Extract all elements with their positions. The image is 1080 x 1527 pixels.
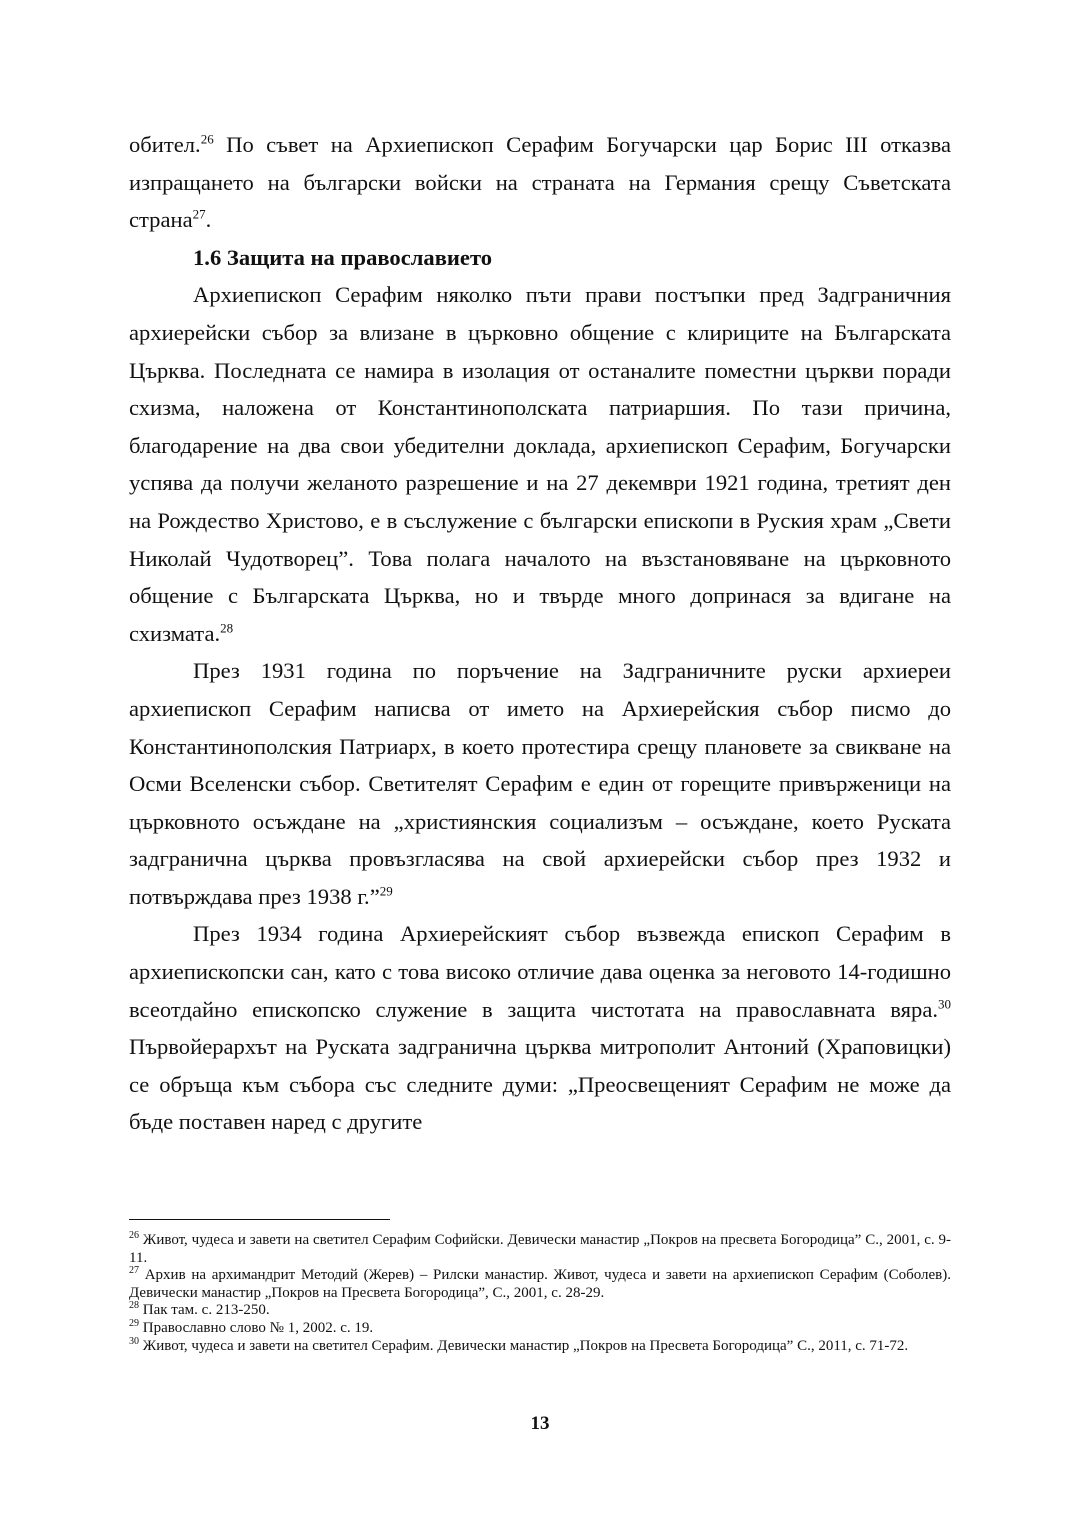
text-run: обител. [129, 132, 201, 157]
text-run: . [205, 207, 212, 233]
footnote-text: Пак там. с. 213-250. [139, 1302, 270, 1319]
text-run: Архиепископ Серафим няколко пъти прави постъпки пред Задграничния архиерейски събор за влизане в църковно общение с клириците на Българската Църква. Последната се намира в изолация от останалите поместни църкви поради схизма, наложена от Константинополската патриаршия. По тази причина, благодарение на два свои убедителни доклада, архиепископ Серафим, Богучарски успява да получи желаното разрешение и на 27 декември 1921 година, третият ден на Рождество Христово, е в съслужение с български епископи в Руския храм „Свети Николай Чудотворец”. Това полага началото на възстановяване на църковното общение с Българската Църква, но и твърде много допринася за вдигане на схизмата. [129, 282, 951, 646]
paragraph-2 [129, 276, 951, 652]
footnote-number: 28 [129, 1300, 139, 1312]
footnote-text: Архив на архимандрит Методий (Жерев) – Рилски манастир. Живот, чудеса и завети на архиепископ Серафим (Соболев). Девически манастир „Покров на Пресвета Богородица”, С., 2001, с. 28-29. [129, 1267, 951, 1301]
footnote-27 [129, 1267, 951, 1302]
footnote-text: Живот, чудеса и завети на светител Серафим Софийски. Девически манастир „Покров на пресвета Богородица” С., 2001, с. 9-11. [129, 1232, 951, 1266]
footnotes [129, 1232, 951, 1355]
footnote-ref-30[interactable]: 30 [938, 996, 951, 1012]
footnote-30 [129, 1335, 951, 1356]
main-text [129, 126, 951, 1141]
footnote-separator [129, 1219, 390, 1220]
footnote-29 [129, 1317, 951, 1338]
page-number: 13 [530, 1413, 550, 1434]
text-run: През 1931 година по поръчение на Задграничните руски архиереи архиепископ Серафим написва от името на Архиерейския събор писмо до Константинополския Патриарх, в което протестира срещу плановете за свикване на Осми Вселенски събор. Светителят Серафим е един от горещите привърженици на църковното осъждане на „християнския социализъм – осъждане, което Руската задгранична църква провъзгласява на свой архиерейски събор през 1932 и потвърждава през 1938 г.” [129, 658, 951, 909]
footnote-text: Живот, чудеса и завети на светител Серафим. Девически манастир „Покров на Пресвета Богородица” С., 2011, с. 71-72. [139, 1337, 909, 1354]
footnote-26 [129, 1232, 951, 1267]
text-run: Първойерархът на Руската задгранична църква митрополит Антоний (Храповицки) се обръща към събора със следните думи: „Преосвещеният Серафим не може да бъде поставен наред с другите [129, 1034, 951, 1135]
footnote-ref-28[interactable]: 28 [220, 620, 234, 636]
paragraph-3 [129, 652, 951, 915]
paragraph-1 [129, 126, 951, 239]
footnote-number: 26 [129, 1230, 139, 1241]
footnote-number: 30 [129, 1335, 139, 1347]
footnote-28 [129, 1302, 951, 1320]
text-run: По съвет на Архиепископ Серафим Богучарски цар Борис III отказва изпращането на български войски на страната на Германия срещу Съветската страна [129, 132, 951, 233]
footnote-ref-29[interactable]: 29 [379, 883, 393, 899]
footnote-number: 27 [129, 1265, 139, 1277]
footnote-text: Православно слово № 1, 2002. с. 19. [139, 1319, 374, 1336]
footnote-number: 29 [129, 1317, 139, 1329]
paragraph-4 [129, 915, 951, 1141]
footnote-ref-27[interactable]: 27 [192, 206, 206, 222]
text-run: През 1934 година Архиерейският събор възвежда епископ Серафим в архиепископски сан, като с това високо отличие дава оценка за неговото 14-годишно всеотдайно епископско служение в защита чистотата на православната вяра. [129, 921, 951, 1022]
footnote-ref-26[interactable]: 26 [200, 131, 214, 147]
section-heading: 1.6 Защита на православието [193, 244, 493, 270]
